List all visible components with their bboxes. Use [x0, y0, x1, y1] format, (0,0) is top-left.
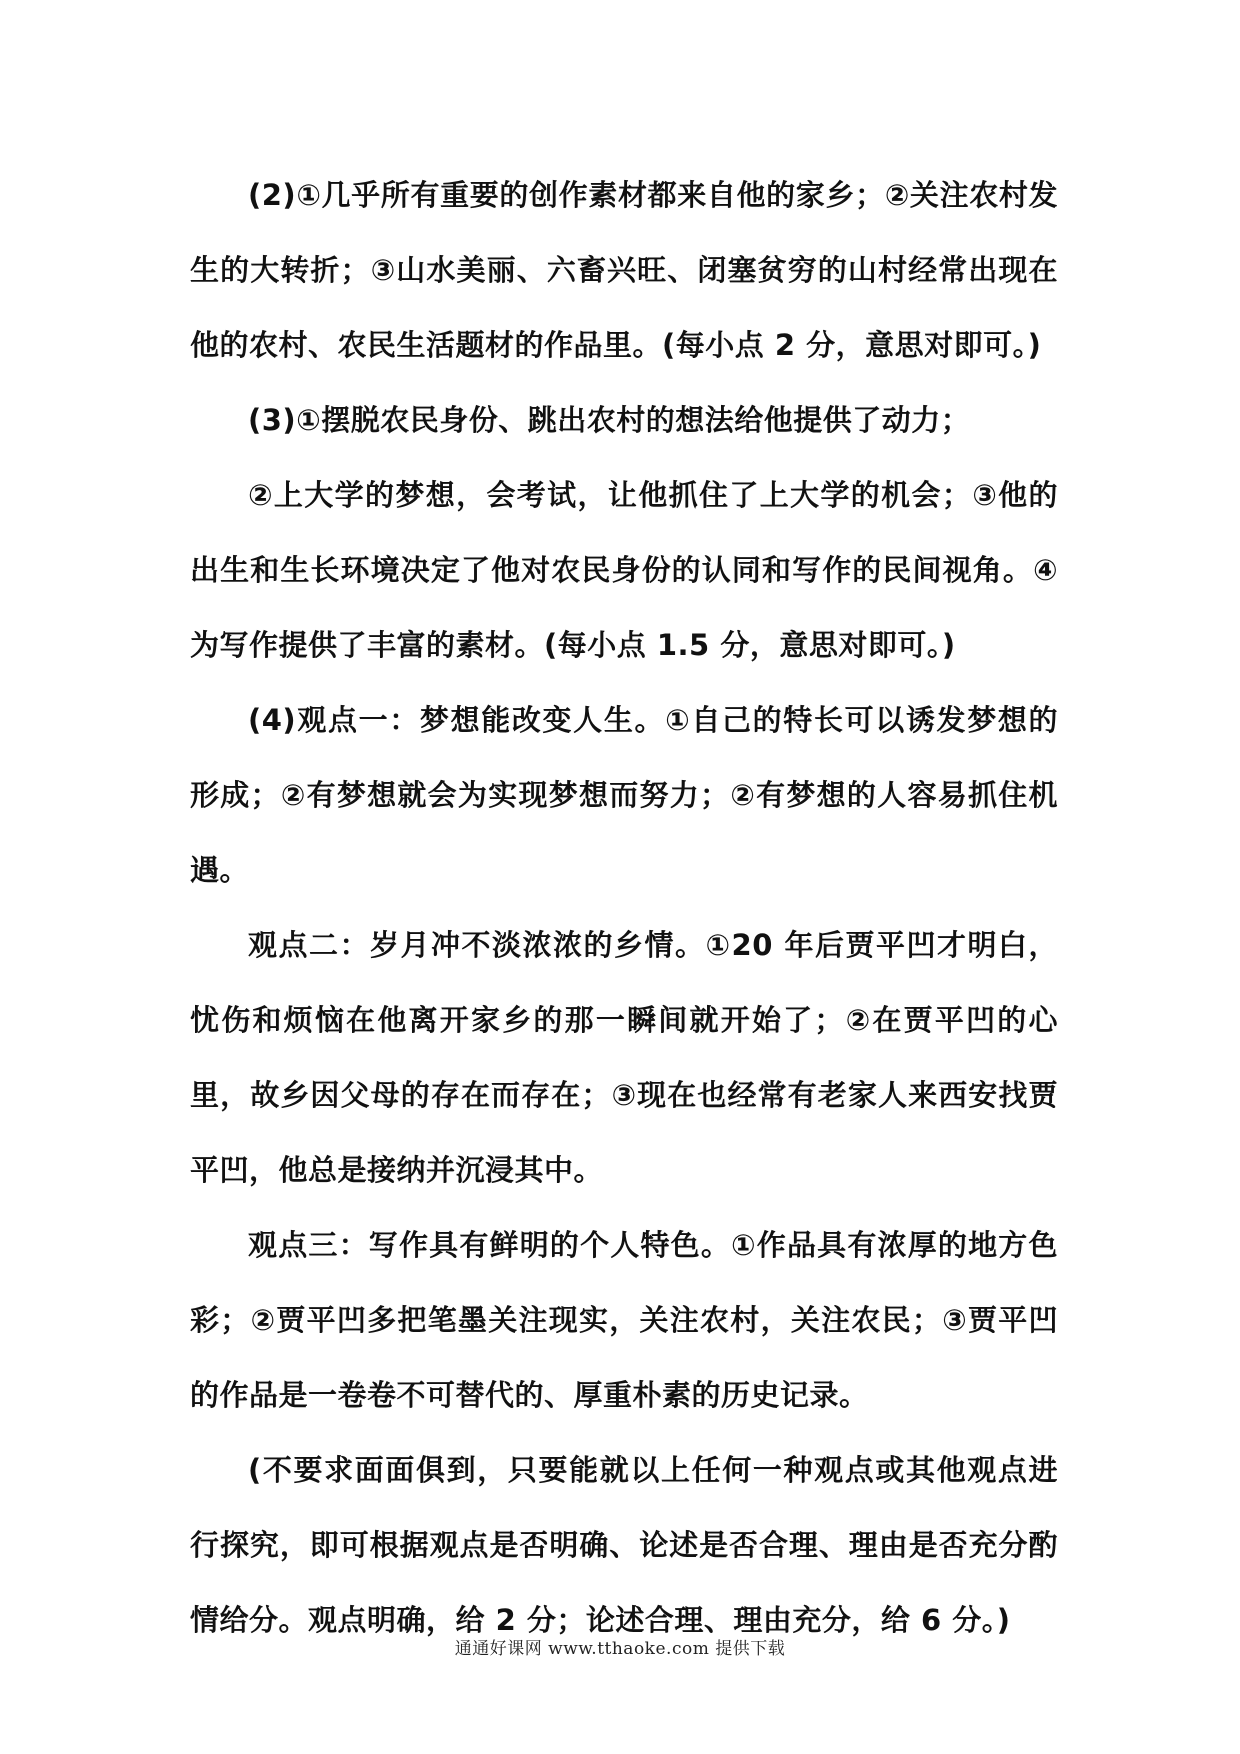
paragraph-scoring-note: (不要求面面俱到，只要能就以上任何一种观点或其他观点进行探究，即可根据观点是否明确、论述是否合理、理由是否充分酌情给分。观点明确，给 2 分；论述合理、理由充分，给 6 分。) [190, 1453, 1058, 1637]
paragraph-q2: (2)①几乎所有重要的创作素材都来自他的家乡；②关注农村发生的大转折；③山水美丽、六畜兴旺、闭塞贫穷的山村经常出现在他的农村、农民生活题材的作品里。(每小点 2 分，意思对即可。) [190, 178, 1058, 362]
paragraph-q4-viewpoint3: 观点三：写作具有鲜明的个人特色。①作品具有浓厚的地方色彩；②贾平凹多把笔墨关注现实，关注农村，关注农民；③贾平凹的作品是一卷卷不可替代的、厚重朴素的历史记录。 [190, 1228, 1058, 1412]
paragraph-q3-part2: ②上大学的梦想，会考试，让他抓住了上大学的机会；③他的出生和生长环境决定了他对农民身份的认同和写作的民间视角。④为写作提供了丰富的素材。(每小点 1.5 分，意思对即可。) [190, 478, 1058, 662]
paragraph-q4-viewpoint1: (4)观点一：梦想能改变人生。①自己的特长可以诱发梦想的形成；②有梦想就会为实现梦想而努力；②有梦想的人容易抓住机遇。 [190, 703, 1058, 887]
footer-watermark: 通通好课网 www.tthaoke.com 提供下载 [454, 1639, 786, 1659]
answer-content [190, 158, 1058, 1658]
paragraph-q4-viewpoint2: 观点二：岁月冲不淡浓浓的乡情。①20 年后贾平凹才明白，忧伤和烦恼在他离开家乡的那一瞬间就开始了；②在贾平凹的心里，故乡因父母的存在而存在；③现在也经常有老家人来西安找贾平凹，他总是接纳并沉浸其中。 [190, 928, 1058, 1187]
paragraph-q3-part1: (3)①摆脱农民身份、跳出农村的想法给他提供了动力； [248, 403, 971, 437]
